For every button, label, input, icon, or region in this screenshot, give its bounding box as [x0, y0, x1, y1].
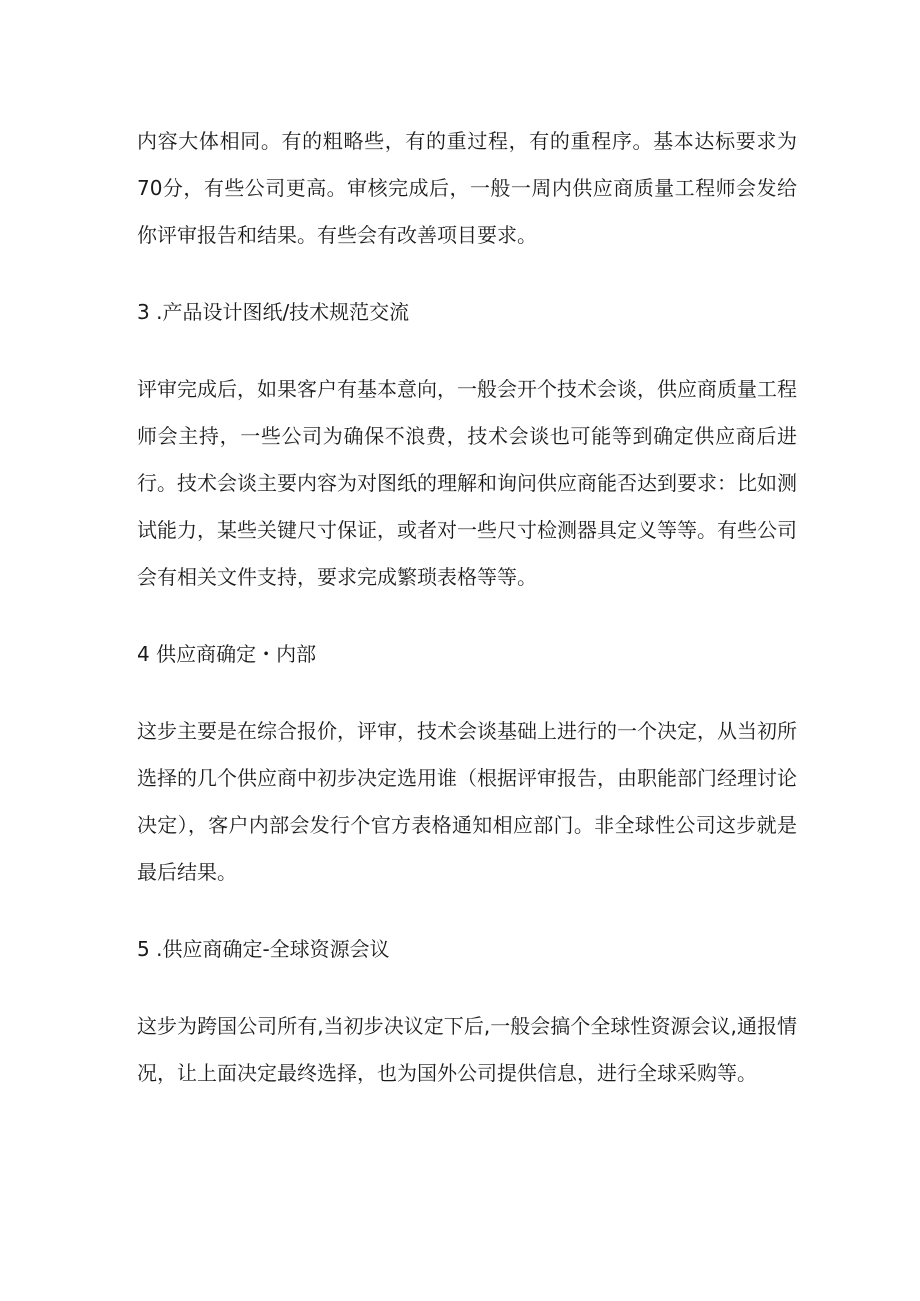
- heading-global-resource-meeting: 5 .供应商确定-全球资源会议: [137, 937, 390, 961]
- paragraph-global-sourcing: 这步为跨国公司所有,当初步决议定下后,一般会搞个全球性资源会议,通报情况，让上面决定最终选择，也为国外公司提供信息，进行全球采购等。: [137, 1014, 797, 1085]
- block-spacer: [137, 678, 797, 708]
- block-spacer: [137, 896, 797, 926]
- paragraph-supplier-decision: 这步主要是在综合报价，评审，技术会谈基础上进行的一个决定，从当初所选择的几个供应商中初步决定选用谁（根据评审报告，由职能部门经理讨论决定），客户内部会发行个官方表格通知相应部门。非全球性公司这步就是最后结果。: [137, 719, 797, 884]
- heading-supplier-confirm-internal: 4 供应商确定・内部: [137, 642, 317, 666]
- block-spacer: [137, 973, 797, 1003]
- block-spacer: [137, 259, 797, 289]
- paragraph-technical-meeting: 评审完成后，如果客户有基本意向，一般会开个技术会谈，供应商质量工程师会主持，一些公司为确保不浪费，技术会谈也可能等到确定供应商后进行。技术会谈主要内容为对图纸的理解和询问供应商能否达到要求：比如测试能力，某些关键尺寸保证，或者对一些尺寸检测器具定义等等。有些公司会有相关文件支持，要求完成繁琐表格等等。: [137, 377, 797, 589]
- document-body: [137, 118, 797, 1097]
- paragraph-audit-result: 内容大体相同。有的粗略些，有的重过程，有的重程序。基本达标要求为70分，有些公司更高。审核完成后，一般一周内供应商质量工程师会发给你评审报告和结果。有些会有改善项目要求。: [137, 129, 797, 247]
- heading-design-drawing-exchange: 3 .产品设计图纸/技术规范交流: [137, 300, 410, 324]
- block-spacer: [137, 336, 797, 366]
- block-spacer: [137, 601, 797, 631]
